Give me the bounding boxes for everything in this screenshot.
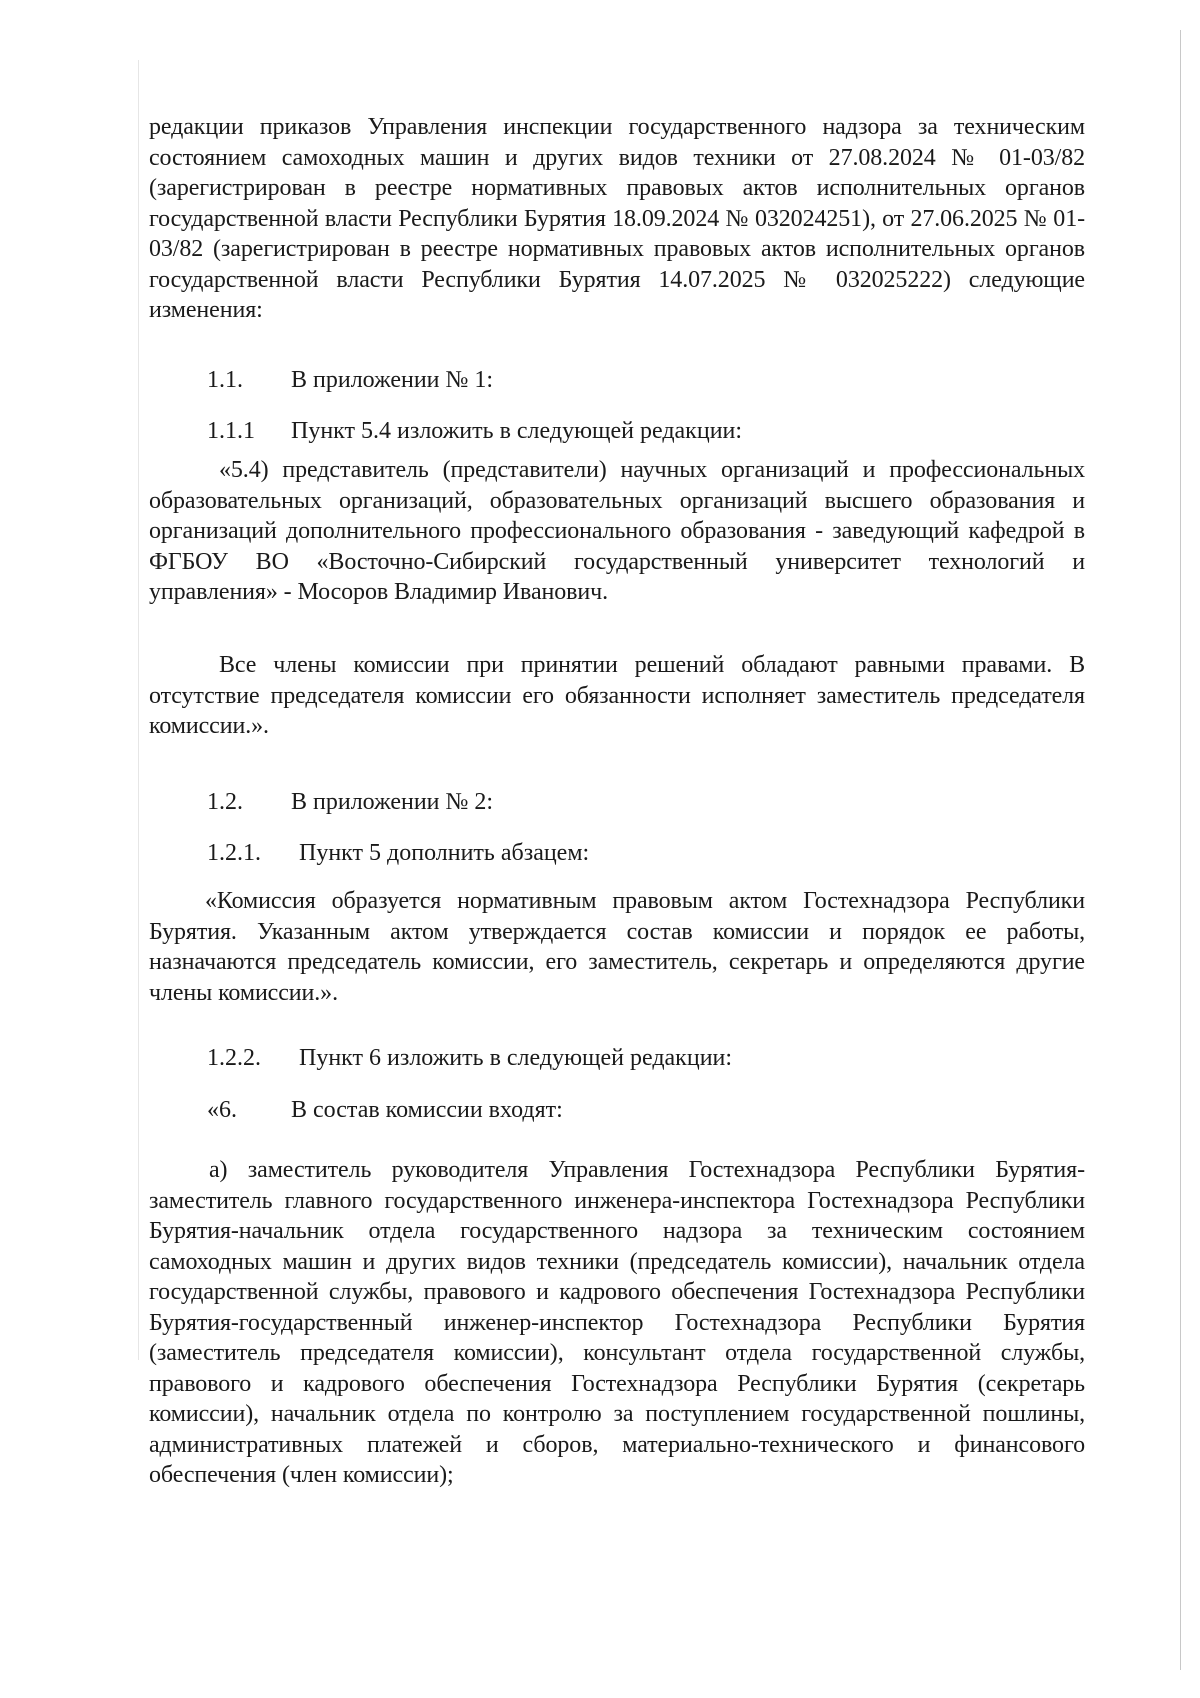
item-1-1 bbox=[207, 365, 493, 395]
item-1-1-1 bbox=[207, 416, 742, 446]
quote-point-5-4: «5.4) представитель (представители) научных организаций и профессиональных образовательных организаций, образовательных организаций высшего образования и организаций дополнительного профессионального образования - заведующий кафедрой в ФГБОУ ВО «Восточно-Сибирский государственный университет технологий и управления» - Мосоров Владимир Иванович. bbox=[149, 457, 1085, 605]
item-number: 1.1. bbox=[207, 367, 243, 393]
quote-commission: «Комиссия образуется нормативным правовым актом Гостехнадзора Республики Бурятия. Указанным актом утверждается состав комиссии и порядок ее работы, назначаются председатель комиссии, его заместитель, секретарь и определяются другие члены комиссии.». bbox=[149, 888, 1085, 1006]
members-paragraph: Все члены комиссии при принятии решений обладают равными правами. В отсутствие председателя комиссии его обязанности исполняет заместитель председателя комиссии.». bbox=[149, 652, 1085, 739]
item-text: В состав комиссии входят: bbox=[291, 1097, 563, 1123]
item-text: Пункт 5.4 изложить в следующей редакции: bbox=[291, 418, 743, 444]
item-6 bbox=[207, 1095, 563, 1125]
item-text: В приложении № 1: bbox=[291, 367, 494, 393]
item-number: 1.2.2. bbox=[207, 1045, 261, 1071]
item-1-2-2 bbox=[207, 1043, 732, 1073]
item-1-2 bbox=[207, 787, 493, 817]
scan-edge-right bbox=[1180, 30, 1181, 1670]
item-number: 1.2. bbox=[207, 789, 243, 815]
item-text: В приложении № 2: bbox=[291, 789, 494, 815]
item-1-2-1 bbox=[207, 838, 589, 868]
subitem-a: а) заместитель руководителя Управления Гостехнадзора Республики Бурятия-заместитель главного государственного инженера-инспектора Гостехнадзора Республики Бурятия-начальник отдела государственного надзора за техническим состоянием самоходных машин и других видов техники (председатель комиссии), начальник отдела государственной службы, правового и кадрового обеспечения Гостехнадзора Республики Бурятия-государственный инженер-инспектор Гостехнадзора Республики Бурятия (заместитель председателя комиссии), консультант отдела государственной службы, правового и кадрового обеспечения Гостехнадзора Республики Бурятия (секретарь комиссии), начальник отдела по контролю за поступлением государственной пошлины, административных платежей и сборов, материально-технического и финансового обеспечения (член комиссии); bbox=[149, 1157, 1085, 1488]
item-text: Пункт 6 изложить в следующей редакции: bbox=[299, 1045, 733, 1071]
item-text: Пункт 5 дополнить абзацем: bbox=[299, 840, 590, 866]
item-number: 1.2.1. bbox=[207, 840, 261, 866]
item-number: 1.1.1 bbox=[207, 418, 255, 444]
intro-paragraph: редакции приказов Управления инспекции государственного надзора за техническим состоянием самоходных машин и других видов техники от 27.08.2024 № 01-03/82 (зарегистрирован в реестре нормативных правовых актов исполнительных органов государственной власти Республики Бурятия 18.09.2024 № 032024251), от 27.06.2025 № 01-03/82 (зарегистрирован в реестре нормативных правовых актов исполнительных органов государственной власти Республики Бурятия 14.07.2025 № 032025222) следующие изменения: bbox=[149, 114, 1085, 323]
scan-edge-left bbox=[138, 60, 139, 1360]
item-number: «6. bbox=[207, 1097, 237, 1123]
